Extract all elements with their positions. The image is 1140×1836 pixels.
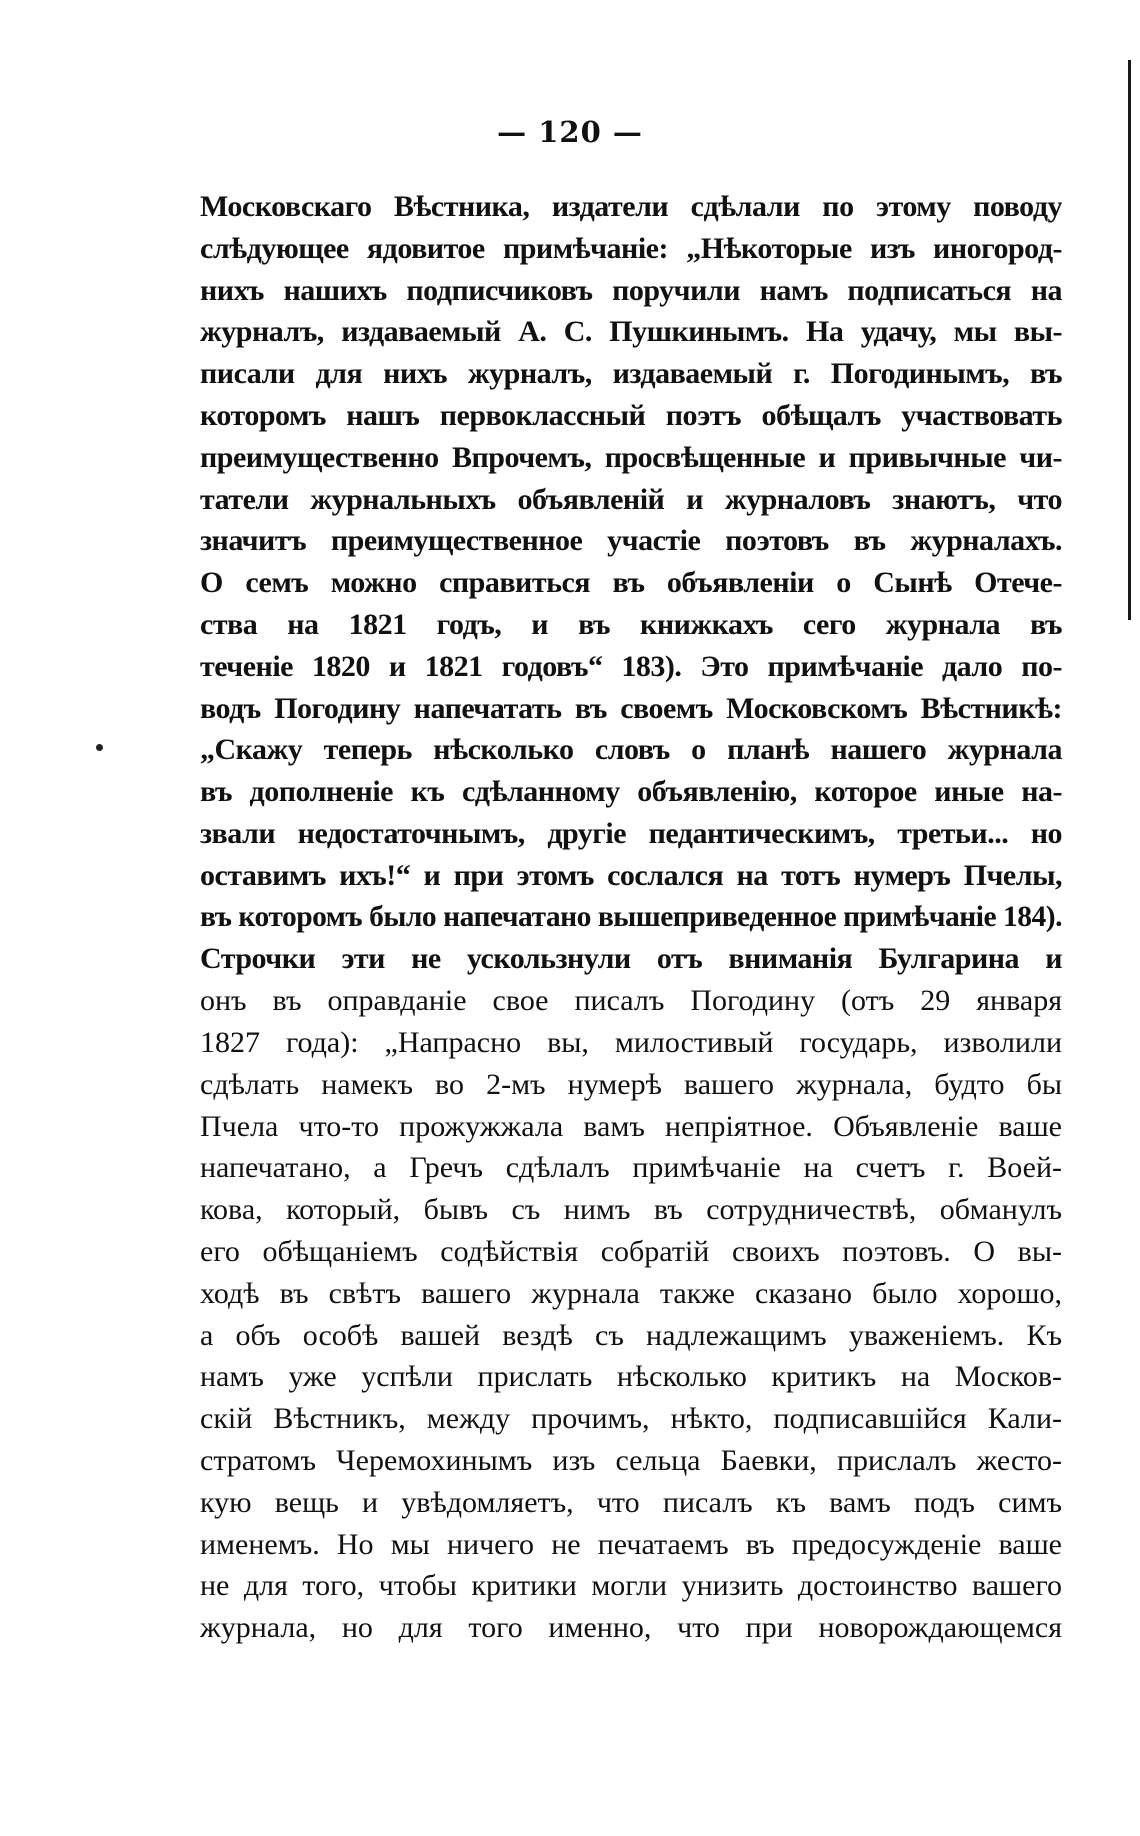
text-line: звали недостаточнымъ, другіе педантическимъ, третьи... но: [200, 816, 1062, 850]
text-line: писали для нихъ журналъ, издаваемый г. Погодинымъ, въ: [200, 357, 1062, 391]
text-line: въ которомъ было напечатано вышеприведенное примѣчаніе 184).: [200, 900, 1062, 933]
text-line: оставимъ ихъ!“ и при этомъ сослался на тотъ нумеръ Пчелы,: [200, 858, 1062, 892]
text-line: онъ въ оправданіе свое писалъ Погодину (отъ 29 января: [200, 984, 1062, 1018]
text-line: О семъ можно справиться въ объявленіи о Сынѣ Отече-: [200, 566, 1062, 600]
text-line: стратомъ Черемохинымъ изъ сельца Баевки, прислалъ жесто-: [200, 1443, 1062, 1477]
page-number: — 120 —: [497, 115, 643, 149]
text-line: слѣдующее ядовитое примѣчаніе: „Нѣкоторые изъ иногород-: [200, 231, 1062, 265]
text-line: водъ Погодину напечатать въ своемъ Московскомъ Вѣстникѣ:: [200, 691, 1062, 725]
text-line: именемъ. Но мы ничего не печатаемъ въ предосужденіе ваше: [200, 1527, 1062, 1561]
text-line: въ дополненіе къ сдѣланному объявленію, которое иные на-: [200, 775, 1062, 809]
text-line: его обѣщаніемъ содѣйствія собратій своихъ поэтовъ. О вы-: [200, 1234, 1062, 1268]
text-line: ходѣ въ свѣтъ вашего журнала также сказано было хорошо,: [200, 1276, 1062, 1310]
text-line: не для того, чтобы критики могли унизить достоинство вашего: [200, 1569, 1062, 1603]
margin-ink-dot: [96, 744, 103, 751]
text-line: ства на 1821 годъ, и въ книжкахъ сего журнала въ: [200, 607, 1062, 641]
text-line: 1827 года): „Напрасно вы, милостивый государь, изволили: [200, 1025, 1062, 1059]
text-line: „Скажу теперь нѣсколько словъ о планѣ нашего журнала: [200, 733, 1062, 767]
text-line: теченіе 1820 и 1821 годовъ“ 183). Это примѣчаніе дало по-: [200, 649, 1062, 683]
text-line: Московскаго Вѣстника, издатели сдѣлали по этому поводу: [200, 190, 1062, 223]
text-line: журналъ, издаваемый А. С. Пушкинымъ. На удачу, мы вы-: [200, 315, 1062, 349]
text-line: скій Вѣстникъ, между прочимъ, нѣкто, подписавшійся Кали-: [200, 1402, 1062, 1436]
text-line: намъ уже успѣли прислать нѣсколько критикъ на Москов-: [200, 1360, 1062, 1394]
text-line: а объ особѣ вашей вездѣ съ надлежащимъ уваженіемъ. Къ: [200, 1318, 1062, 1352]
text-line: напечатано, а Гречъ сдѣлалъ примѣчаніе на счетъ г. Воей-: [200, 1151, 1062, 1185]
text-line: кова, который, бывъ съ нимъ въ сотрудничествѣ, обманулъ: [200, 1193, 1062, 1227]
text-line: татели журнальныхъ объявленій и журналовъ знаютъ, что: [200, 482, 1062, 516]
text-line: преимущественно Впрочемъ, просвѣщенные и привычные чи-: [200, 440, 1062, 474]
text-line: журнала, но для того именно, что при новорождающемся: [200, 1611, 1062, 1645]
text-line: нихъ нашихъ подписчиковъ поручили намъ подписаться на: [200, 273, 1062, 307]
text-line: кую вещь и увѣдомляетъ, что писалъ къ вамъ подъ симъ: [200, 1485, 1062, 1519]
body-text: [200, 186, 1062, 1649]
text-line: Пчела что-то прожужжала вамъ непріятное. Объявленіе ваше: [200, 1109, 1062, 1143]
text-line: значитъ преимущественное участіе поэтовъ въ журналахъ.: [200, 524, 1062, 558]
text-line: которомъ нашъ первоклассный поэтъ обѣщалъ участвовать: [200, 398, 1062, 432]
text-line: Строчки эти не ускользнули отъ вниманія Булгарина и: [200, 942, 1062, 976]
text-line: сдѣлать намекъ во 2-мъ нумерѣ вашего журнала, будто бы: [200, 1067, 1062, 1101]
